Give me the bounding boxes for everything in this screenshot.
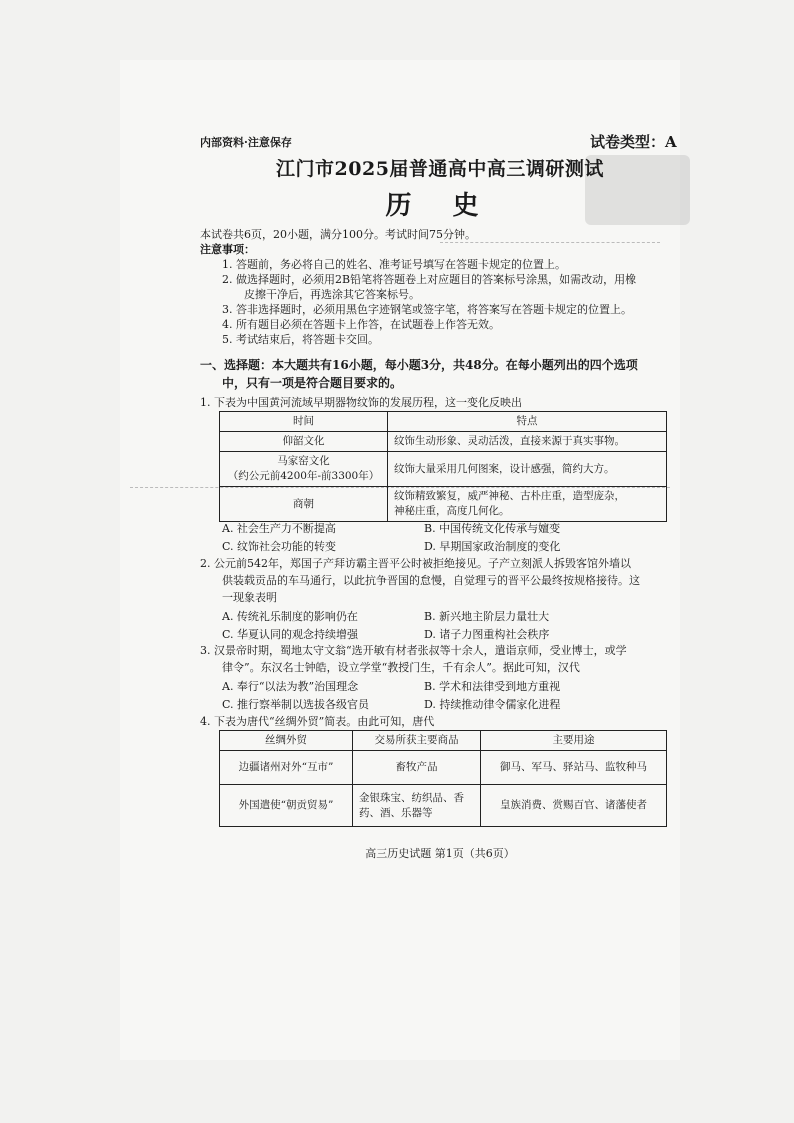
cell-line: 金银珠宝、纺织品、香 [359, 791, 464, 804]
table-header-row [220, 412, 667, 432]
option-b: B. 学术和法律受到地方重视 [424, 680, 561, 693]
option-d: D. 持续推动律令儒家化进程 [424, 698, 561, 711]
option-b: B. 中国传统文化传承与嬗变 [424, 522, 561, 535]
table-cell: 纹饰大量采用几何图案，设计感强，简约大方。 [388, 452, 667, 487]
question-3-stem: 律令”。东汉名士钟皓，设立学堂“教授门生，千有余人”。据此可知，汉代 [222, 661, 580, 674]
question-4-stem: 4. 下表为唐代“丝绸外贸”简表。由此可知，唐代 [200, 715, 435, 728]
option-b: B. 新兴地主阶层力量壮大 [424, 610, 550, 623]
section-heading: 一、选择题：本大题共有16小题，每小题3分，共48分。在每小题列出的四个选项 [200, 358, 638, 372]
cell-line: （约公元前4200年-前3300年） [227, 470, 380, 482]
question-2-stem: 供装载贡品的车马通行，以此抗争晋国的怠慢，自觉理亏的晋平公最终按规格接待。这 [222, 574, 640, 587]
table-cell: 御马、军马、驿站马、监牧种马 [481, 751, 667, 785]
option-d: D. 早期国家政治制度的变化 [424, 540, 561, 553]
table-cell: 皇族消费、赏赐百官、诸藩使者 [481, 785, 667, 827]
table-row [220, 785, 667, 827]
option-c: C. 推行察举制以选拔各级官员 [222, 698, 370, 711]
cell-line: 神秘庄重，高度几何化。 [394, 505, 510, 517]
option-a: A. 社会生产力不断提高 [222, 522, 336, 535]
cell-line: 纹饰精致繁复，威严神秘、古朴庄重，造型庞杂， [394, 490, 625, 502]
option-c: C. 华夏认同的观念持续增强 [222, 628, 359, 641]
notice-item: 5. 考试结束后，将答题卡交回。 [222, 333, 379, 346]
scan-line [440, 242, 660, 243]
notice-item: 2. 做选择题时，必须用2B铅笔将答题卷上对应题目的答案标号涂黑，如需改动，用橡 [222, 273, 637, 286]
option-a: A. 奉行“以法为教”治国理念 [222, 680, 359, 693]
table-cell: 边疆诸州对外“互市” [220, 751, 353, 785]
option-d: D. 诸子力图重构社会秩序 [424, 628, 550, 641]
table-row [220, 432, 667, 452]
table-row [220, 487, 667, 522]
option-c: C. 纹饰社会功能的转变 [222, 540, 337, 553]
table-cell: 畜牧产品 [353, 751, 481, 785]
option-a: A. 传统礼乐制度的影响仍在 [222, 610, 358, 623]
table-cell: 纹饰生动形象、灵动活泼，直接来源于真实事物。 [388, 432, 667, 452]
table-cell: 外国遣使“朝贡贸易” [220, 785, 353, 827]
table-cell [388, 487, 667, 522]
table-header: 主要用途 [481, 731, 667, 751]
confidential-note: 内部资料·注意保存 [200, 136, 292, 149]
subject-title: 历 史 [385, 191, 495, 221]
table-cell [220, 452, 388, 487]
table-cell [353, 785, 481, 827]
exam-title: 江门市2025届普通高中高三调研测试 [276, 158, 604, 180]
table-header: 时间 [220, 412, 388, 432]
notice-item: 3. 答非选择题时，必须用黑色字迹钢笔或签字笔，将答案写在答题卡规定的位置上。 [222, 303, 632, 316]
notice-item: 皮擦干净后，再选涂其它答案标号。 [244, 288, 420, 301]
table-header: 特点 [388, 412, 667, 432]
table-cell: 商朝 [220, 487, 388, 522]
notice-item: 4. 所有题目必须在答题卡上作答，在试题卷上作答无效。 [222, 318, 500, 331]
paper-type: 试卷类型：A [590, 133, 677, 151]
question-2-stem: 2. 公元前542年，郑国子产拜访霸主晋平公时被拒绝接见。子产立刻派人拆毁客馆外墙以 [200, 557, 631, 570]
question-2-stem: 一现象表明 [222, 591, 277, 604]
question-4-table [219, 730, 667, 827]
cell-line: 药、酒、乐器等 [359, 806, 433, 819]
question-1-stem: 1. 下表为中国黄河流域早期器物纹饰的发展历程，这一变化反映出 [200, 396, 522, 409]
intro-line: 本试卷共6页，20小题，满分100分。考试时间75分钟。 [200, 228, 476, 241]
page-footer: 高三历史试题 第1页（共6页） [365, 847, 515, 860]
cell-line: 马家窑文化 [277, 455, 330, 467]
question-1-table [219, 411, 667, 522]
question-3-stem: 3. 汉景帝时期，蜀地太守文翁“选开敏有材者张叔等十余人，遣诣京师，受业博士，或学 [200, 644, 627, 657]
table-row [220, 751, 667, 785]
table-row [220, 452, 667, 487]
section-heading-cont: 中，只有一项是符合题目要求的。 [222, 376, 403, 390]
table-cell: 仰韶文化 [220, 432, 388, 452]
notice-title: 注意事项： [200, 243, 255, 256]
table-header: 交易所获主要商品 [353, 731, 481, 751]
notice-item: 1. 答题前，务必将自己的姓名、准考证号填写在答题卡规定的位置上。 [222, 258, 566, 271]
table-header-row [220, 731, 667, 751]
table-header: 丝绸外贸 [220, 731, 353, 751]
